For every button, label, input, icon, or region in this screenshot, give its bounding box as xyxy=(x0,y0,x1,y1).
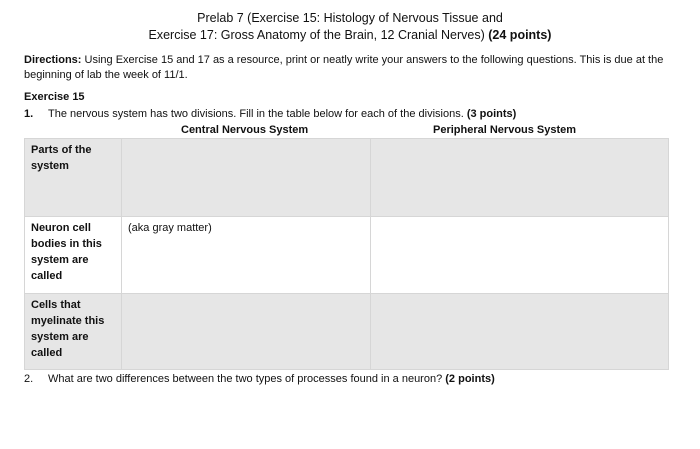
column-header-peripheral: Peripheral Nervous System xyxy=(433,124,577,136)
title-points: (24 points) xyxy=(488,28,552,42)
table-row xyxy=(25,139,669,217)
question-1-number: 1. xyxy=(24,108,34,120)
question-1-points: (3 points) xyxy=(466,108,517,120)
title-line-2-text: Exercise 17: Gross Anatomy of the Brain, 12 Cranial Nerves) xyxy=(148,28,485,42)
nervous-system-table xyxy=(24,138,669,370)
row-label: Parts of the system xyxy=(25,139,122,217)
table-row xyxy=(25,294,669,370)
peripheral-answer-cell[interactable] xyxy=(371,217,669,294)
central-answer-cell[interactable] xyxy=(122,139,371,217)
central-answer-cell[interactable]: (aka gray matter) xyxy=(122,217,371,294)
question-1-text: The nervous system has two divisions. Fill in the table below for each of the divisions. xyxy=(48,108,464,120)
question-2-points: (2 points) xyxy=(445,373,495,385)
column-header-central: Central Nervous System xyxy=(181,124,309,136)
directions-text: Using Exercise 15 and 17 as a resource, print or neatly write your answers to the following questions. This is due at the beginning of lab the week of 11/1. xyxy=(24,54,664,81)
question-2-text: What are two differences between the two types of processes found in a neuron? xyxy=(48,373,443,385)
directions-paragraph xyxy=(24,53,669,83)
title-line-1-text: Prelab 7 (Exercise 15: Histology of Nervous Tissue and xyxy=(197,11,503,25)
question-2 xyxy=(24,373,495,385)
title-line-2 xyxy=(0,27,700,43)
question-1 xyxy=(24,108,516,120)
table-row xyxy=(25,217,669,294)
peripheral-answer-cell[interactable] xyxy=(371,139,669,217)
title-line-1 xyxy=(0,10,700,26)
peripheral-answer-cell[interactable] xyxy=(371,294,669,370)
row-label: Neuron cell bodies in this system are called xyxy=(25,217,122,294)
exercise-heading: Exercise 15 xyxy=(24,91,85,103)
central-answer-cell[interactable] xyxy=(122,294,371,370)
directions-label: Directions: xyxy=(24,54,82,66)
question-2-number: 2. xyxy=(24,373,34,385)
row-label: Cells that myelinate this system are called xyxy=(25,294,122,370)
